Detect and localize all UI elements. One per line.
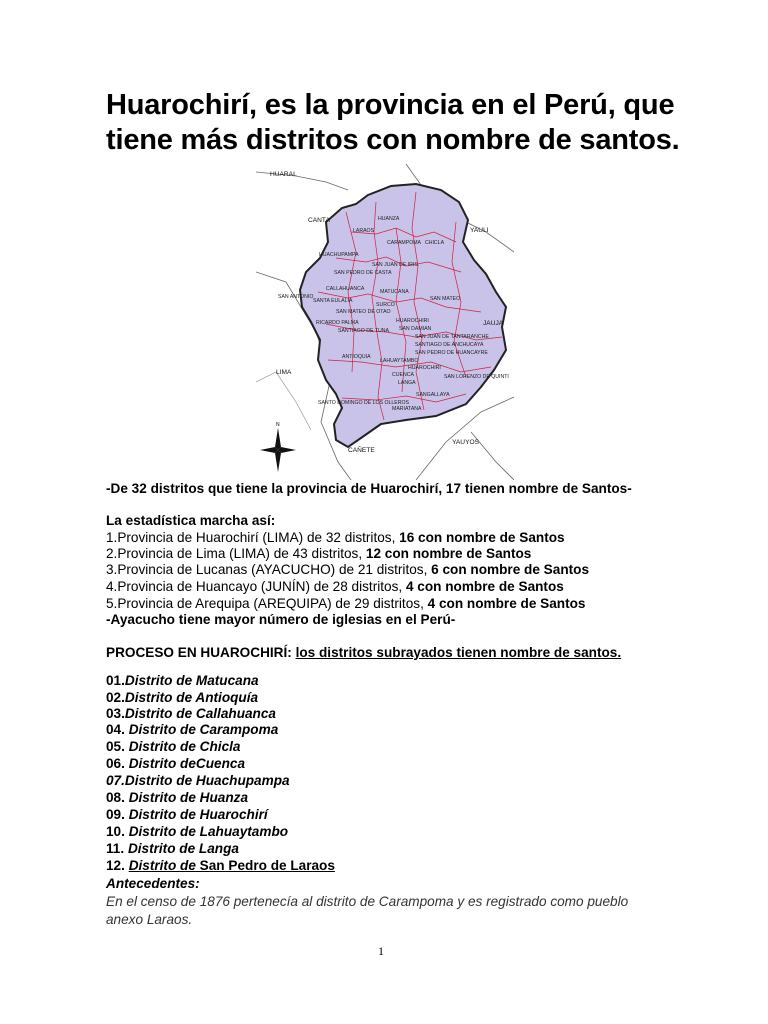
stats-item-highlight: 16 con nombre de Santos — [399, 530, 565, 545]
stats-item-highlight: 4 con nombre de Santos — [427, 596, 586, 611]
stats-item-highlight: 6 con nombre de Santos — [431, 562, 590, 577]
map-district-label: SANTO DOMINGO DE LOS OLLEROS — [318, 400, 409, 406]
map-district-label: RICARDO PALMA — [316, 320, 359, 326]
stats-item — [106, 579, 564, 596]
district-name: Distrito deCuenca — [128, 756, 246, 771]
map-district-label: CARAMPOMA — [387, 240, 422, 246]
map-label-canta: CANTA — [308, 217, 330, 224]
district-number: 05. — [106, 739, 129, 754]
province-map — [256, 162, 514, 480]
district-number: 06. — [106, 756, 129, 771]
stats-item — [106, 546, 531, 563]
map-district-label: ANTIOQUIA — [342, 354, 371, 360]
district-number: 08. — [106, 790, 129, 805]
stats-heading: La estadística marcha así: — [106, 513, 276, 528]
map-drawing — [256, 162, 514, 480]
district-name: Distrito de Chicla — [128, 739, 241, 754]
map-district-label: MARIATANA — [392, 406, 422, 412]
map-label-jauja: JAUJA — [483, 320, 504, 327]
map-district-label: SURCO — [376, 302, 395, 308]
map-district-label: SANTA EULALIA — [313, 298, 353, 304]
map-district-label: SANTIAGO DE ANCHUCAYA — [415, 342, 484, 348]
map-label-yauli: YAULI — [470, 227, 489, 234]
district-number: 12. — [106, 858, 129, 873]
map-district-label: CALLAHUANCA — [326, 286, 365, 292]
map-district-label: SANTIAGO DE TUNA — [338, 328, 389, 334]
page-number: 1 — [378, 944, 384, 958]
page-title: Huarochirí, es la provincia en el Perú, que tiene más distritos con nombre de santos. — [106, 89, 680, 156]
coast-line — [256, 372, 311, 430]
district-number: 11. — [106, 841, 128, 856]
district-item — [106, 790, 248, 807]
map-district-label: LARAOS — [353, 228, 375, 234]
district-item — [106, 841, 239, 858]
district-item — [106, 756, 245, 773]
district-name: Distrito de Antioquía — [124, 690, 259, 705]
stats-item — [106, 530, 565, 547]
district-number: 03. — [106, 706, 125, 721]
map-district-label: SAN MATEO — [430, 296, 461, 302]
district-item-12 — [106, 858, 335, 875]
district-name: Distrito de Callahuanca — [124, 706, 276, 721]
district-item — [106, 706, 276, 723]
district-item — [106, 824, 288, 841]
stats-note: -Ayacucho tiene mayor número de iglesias en el Perú- — [106, 612, 456, 627]
district-number: 10. — [106, 824, 129, 839]
process-underlined-note: los distritos subrayados tienen nombre de santos. — [295, 645, 622, 660]
process-line — [106, 645, 621, 662]
map-district-label: HUAROCHIRI — [396, 318, 429, 324]
district-name: Distrito de Matucana — [124, 673, 259, 688]
map-district-label: LANGA — [398, 380, 416, 386]
stats-item-text: 2.Provincia de Lima (LIMA) de 43 distritos, — [106, 546, 366, 561]
district-number: 07. — [106, 773, 125, 788]
stats-item-text: 5.Provincia de Arequipa (AREQUIPA) de 29 distritos, — [106, 596, 428, 611]
map-district-label: CUENCA — [392, 372, 414, 378]
stats-item-highlight: 4 con nombre de Santos — [405, 579, 564, 594]
stats-item-text: 1.Provincia de Huarochirí (LIMA) de 32 distritos, — [106, 530, 400, 545]
process-label: PROCESO EN HUAROCHIRÍ: — [106, 645, 292, 660]
map-district-label: SAN PEDRO DE HUANCAYRE — [415, 350, 488, 356]
stats-item — [106, 562, 589, 579]
district-item — [106, 739, 240, 756]
district-item — [106, 690, 258, 707]
map-label-huaral: HUARAL — [270, 171, 297, 178]
antecedentes-text-line: En el censo de 1876 pertenecía al distrito de Carampoma y es registrado como pueblo — [106, 894, 629, 909]
map-label-lima: LIMA — [276, 369, 292, 376]
district-item — [106, 773, 290, 790]
stats-item-text: 3.Provincia de Lucanas (AYACUCHO) de 21 distritos, — [106, 562, 432, 577]
district-item — [106, 722, 278, 739]
map-label-yauyos: YAUYOS — [452, 439, 479, 446]
antecedentes-text-line: anexo Laraos. — [106, 912, 193, 927]
district-number: 02. — [106, 690, 125, 705]
map-district-label: SAN LORENZO DE QUINTI — [444, 374, 509, 380]
district-name: San Pedro de Laraos — [195, 858, 335, 873]
stats-item — [106, 596, 586, 613]
district-name: Distrito de Huachupampa — [124, 773, 290, 788]
district-name: Distrito de Carampoma — [128, 722, 279, 737]
district-number: 09. — [106, 807, 129, 822]
district-item — [106, 673, 259, 690]
map-district-label: MATUCANA — [380, 289, 409, 295]
district-number: 04. — [106, 722, 129, 737]
map-district-label: HUANZA — [378, 216, 400, 222]
stats-item-highlight: 12 con nombre de Santos — [365, 546, 532, 561]
map-district-label: SAN JUAN DE TANTARANCHE — [415, 334, 489, 340]
map-district-label: HUACHUPAMPA — [319, 252, 359, 258]
district-name: Distrito de Huarochirí — [128, 807, 268, 822]
map-district-label: SAN MATEO DE OTAO — [336, 309, 391, 315]
district-item — [106, 807, 268, 824]
compass-rose-icon — [260, 422, 296, 472]
svg-text:N: N — [276, 422, 280, 428]
map-district-label: CHICLA — [425, 240, 445, 246]
map-district-label: SAN ANTONIO — [278, 294, 314, 300]
map-label-canete: CAÑETE — [348, 447, 375, 454]
map-district-label: SAN DAMIAN — [399, 326, 432, 332]
district-prefix: Distrito de — [128, 858, 196, 873]
intro-line: -De 32 distritos que tiene la provincia de Huarochirí, 17 tienen nombre de Santos- — [106, 481, 632, 496]
map-district-label: SANGALLAYA — [416, 392, 450, 398]
map-district-label: LAHUAYTAMBO — [380, 358, 419, 364]
district-name: Distrito de Huanza — [128, 790, 249, 805]
map-district-label: SAN PEDRO DE CASTA — [334, 270, 392, 276]
map-district-label: SAN JUAN DE IRIS — [372, 262, 418, 268]
district-number: 01. — [106, 673, 125, 688]
map-district-label: HUAROCHIRI — [408, 365, 441, 371]
antecedentes-heading: Antecedentes: — [106, 876, 200, 891]
district-name: Distrito de Lahuaytambo — [128, 824, 289, 839]
district-name: Distrito de Langa — [127, 841, 239, 856]
stats-item-text: 4.Provincia de Huancayo (JUNÍN) de 28 distritos, — [106, 579, 406, 594]
